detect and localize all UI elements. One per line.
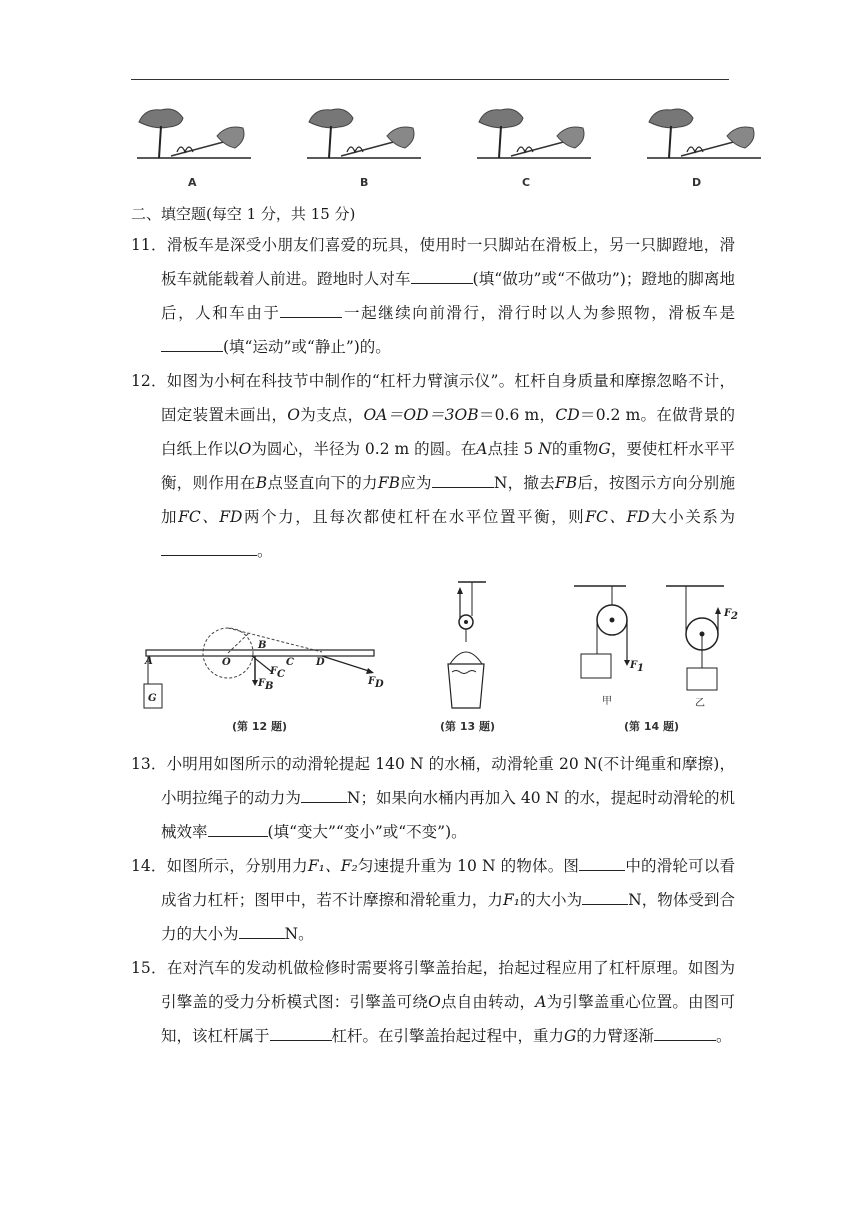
fig12-label-g: G [148, 693, 157, 704]
q12-sym-fcfd: FC、FD [178, 508, 243, 526]
fig14-caption: (第 14 题) [624, 720, 680, 733]
option-label-b: B [360, 176, 369, 189]
q12-text-2: 为支点， [300, 406, 364, 424]
q15-sym-o: O [428, 993, 441, 1011]
q15-text-6: 。 [715, 1027, 732, 1045]
q15-text-4: 杠杆。在引擎盖抬起过程中，重力 [331, 1027, 565, 1045]
q15-blank-1[interactable] [270, 1024, 332, 1041]
q11-blank-3[interactable] [161, 335, 223, 352]
question-15 [131, 951, 735, 1053]
q12-text-11: N，撤去 [493, 474, 555, 492]
q14-sym-f1f2: F₁、F₂ [307, 857, 358, 875]
figure-13-pulley [440, 582, 495, 733]
options-figure-row [131, 100, 741, 192]
q15-number: 15． [131, 959, 167, 977]
q14-blank-3[interactable] [239, 922, 285, 939]
option-drawing [137, 109, 251, 158]
fig12-label-fd: F [368, 676, 376, 687]
option-label-a: A [188, 176, 197, 189]
q14-text-5: N，物体受到合力的大小为 [161, 891, 735, 943]
q13-text-3: (填“变大”“变小”或“不变”)。 [267, 823, 467, 841]
q12-text-5: 为圆心，半径为 0.2 m 的圆。在 [251, 440, 477, 458]
q12-sym-b: B [255, 474, 268, 492]
fig14-label-f1: F [630, 660, 638, 671]
q11-blank-2[interactable] [280, 301, 342, 318]
q11-number: 11． [131, 236, 167, 254]
fig14-label-yi: 乙 [695, 698, 705, 709]
q14-text-2: 匀速提升重为 10 N 的物体。图 [357, 857, 580, 875]
q12-sym-g: G [598, 440, 611, 458]
q12-sym-fb: FB [377, 474, 400, 492]
q12-text-15: 。 [257, 542, 273, 560]
q12-text-1: 如图为小柯在科技节中制作的“杠杆力臂演示仪”。杠杆自身质量和摩擦忽略不计，固定装置未画出， [161, 372, 735, 424]
q14-number: 14． [131, 857, 167, 875]
fig14-label-f2: F [724, 608, 732, 619]
options-drawings [131, 100, 741, 192]
fig14-label-f1-sub: 1 [637, 663, 644, 674]
q14-text-4: 的大小为 [519, 891, 583, 909]
fig13-caption: (第 13 题) [440, 720, 496, 733]
q14-blank-2[interactable] [582, 888, 628, 905]
q13-text-1: 小明用如图所示的动滑轮提起 140 N 的水桶，动滑轮重 20 N(不计绳重和摩擦)，小明拉绳子的动力为 [161, 755, 735, 807]
question-11 [131, 228, 735, 364]
top-divider [131, 79, 729, 80]
q13-text-2: N；如果向水桶内再加入 40 N 的水，提起时动滑轮的机械效率 [161, 789, 735, 841]
q15-text-5: 的力臂逐渐 [576, 1027, 654, 1045]
figure-14-pulleys [574, 586, 738, 733]
q12-sym-o: O [287, 406, 301, 424]
q12-text-12: 后，按图示方向分别施加 [161, 474, 735, 526]
q11-text-3: 一起继续向前滑行，滑行时以人为参照物，滑板车是 [342, 304, 735, 322]
fig12-label-fb-sub: B [265, 681, 274, 692]
q12-sym-o2: O [238, 440, 252, 458]
q13-blank-1[interactable] [301, 786, 347, 803]
question-12 [131, 364, 735, 568]
q12-sym-a: A [476, 440, 488, 458]
fig12-label-fd-sub: D [375, 679, 384, 690]
q12-text-6: 点挂 5 [487, 440, 534, 458]
fig12-label-d: D [316, 657, 325, 668]
q14-text-1: 如图所示，分别用力 [166, 857, 308, 875]
q14-sym-f1: F₁ [502, 891, 520, 909]
q15-sym-a: A [535, 993, 547, 1011]
q13-blank-2[interactable] [208, 820, 268, 837]
q11-text-4: (填“运动”或“静止”)的。 [223, 338, 391, 356]
q15-blank-2[interactable] [654, 1024, 716, 1041]
q14-blank-1[interactable] [579, 854, 625, 871]
q12-blank-2[interactable] [161, 539, 257, 556]
fig12-label-c: C [286, 657, 294, 668]
q12-sym-oa: OA＝OD＝3OB [363, 406, 479, 424]
q12-sym-fcfd2: FC、FD [585, 508, 650, 526]
q13-number: 13． [131, 755, 167, 773]
q15-text-2: 点自由转动， [440, 993, 536, 1011]
q12-text-3: ＝0.6 m， [478, 406, 556, 424]
fig12-label-fb: F [258, 678, 266, 689]
q12-text-9: 点竖直向下的力 [267, 474, 378, 492]
figures-svg [140, 576, 770, 741]
fig14-label-f2-sub: 2 [731, 611, 738, 622]
fig12-caption: (第 12 题) [232, 720, 288, 733]
question-14 [131, 849, 735, 951]
q12-blank-1[interactable] [432, 471, 494, 488]
fig12-label-fc-sub: C [277, 669, 285, 680]
q15-text-3: 为引擎盖重心位置。由图可知，该杠杆属于 [161, 993, 735, 1045]
q15-text-1: 在对汽车的发动机做检修时需要将引擎盖抬起，抬起过程应用了杠杆原理。如图为引擎盖的受力分析模式图：引擎盖可绕 [161, 959, 735, 1011]
figure-12-lever [144, 628, 384, 733]
q12-text-14: 大小关系为 [649, 508, 735, 526]
q12-number: 12． [131, 372, 167, 390]
q14-text-3: 中的滑轮可以看成省力杠杆；图甲中，若不计摩擦和滑轮重力，力 [161, 857, 735, 909]
q15-sym-g: G [564, 1027, 577, 1045]
q12-text-7: 的重物 [551, 440, 599, 458]
q11-text-2: (填“做功”或“不做功”)；蹬地的脚离地后，人和车由于 [161, 270, 735, 322]
fig14-label-jia: 甲 [602, 696, 612, 707]
fig12-label-fc: F [270, 666, 278, 677]
fig12-label-o: O [222, 657, 231, 668]
q12-sym-cd: CD [555, 406, 580, 424]
q12-sym-n: N [538, 440, 552, 458]
option-label-d: D [692, 176, 702, 189]
option-label-c: C [522, 176, 531, 189]
fig12-label-a: A [145, 656, 153, 667]
figures-12-13-14 [140, 576, 770, 741]
q11-blank-1[interactable] [411, 267, 473, 284]
q12-text-13: 两个力，且每次都使杠杆在水平位置平衡，则 [242, 508, 586, 526]
section-title: 二、填空题(每空 1 分，共 15 分) [131, 205, 356, 223]
q12-text-4: ＝0.2 m。在做背景的白纸上作以 [161, 406, 735, 458]
fig12-label-b: B [258, 640, 267, 651]
q11-text-1: 滑板车是深受小朋友们喜爱的玩具，使用时一只脚站在滑板上，另一只脚蹬地，滑板车就能载着人前进。蹬地时人对车 [161, 236, 735, 288]
q12-text-10: 应为 [399, 474, 432, 492]
q12-text-8: ，要使杠杆水平平衡，则作用在 [161, 440, 735, 492]
q14-text-6: N。 [284, 925, 314, 943]
q12-sym-fb2: FB [555, 474, 578, 492]
question-13 [131, 747, 735, 849]
